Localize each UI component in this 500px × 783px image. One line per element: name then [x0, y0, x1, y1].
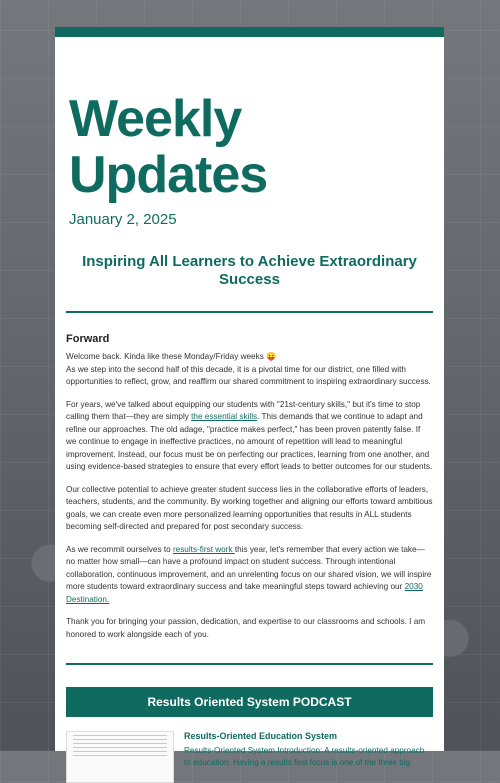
forward-paragraph-2: [66, 399, 433, 474]
thumbnail-text-line: [73, 747, 167, 748]
essential-skills-link[interactable]: the essential skills: [191, 412, 258, 421]
forward-paragraph-4: [66, 544, 433, 607]
newsletter-card: [55, 27, 444, 767]
podcast-title[interactable]: Results-Oriented Education System: [184, 731, 338, 741]
podcast-thumbnail[interactable]: [66, 731, 174, 783]
thumbnail-text-line: [73, 739, 167, 740]
thumbnail-text-line: [73, 743, 167, 744]
paragraph-text: As we recommit ourselves to: [66, 544, 173, 554]
issue-date: January 2, 2025: [69, 211, 177, 228]
podcast-button[interactable]: Results Oriented System PODCAST: [66, 687, 433, 717]
forward-section: [55, 333, 444, 641]
divider: [66, 663, 433, 665]
forward-paragraph-5: Thank you for bringing your passion, dedication, and expertise to our classrooms and schools. I am honored to work alongside each of you.: [66, 617, 426, 639]
thumbnail-text-line: [73, 751, 167, 752]
tagline: Inspiring All Learners to Achieve Extraordinary Success: [82, 253, 417, 288]
divider: [66, 311, 433, 313]
podcast-text: [184, 731, 433, 783]
paragraph-text: this year, let's remember that every action we take—no matter how small—can have a profound impact on student success. Through intentional collaboration, continuous improvement, and an unrelenting focus on our shared vision, we will inspire more students toward extraordinary success and take meaningful steps toward achieving our: [66, 544, 432, 591]
paragraph-text: For years, we've talked about equipping our students with "21st-century skills," but it's time to stop calling them that—they are simply: [66, 399, 421, 421]
intro-text: As we step into the second half of this decade, it is a pivotal time for our district, one filled with opportunities to reflect, grow, and reaffirm our shared commitment to inspiring extraordinary success.: [66, 364, 431, 386]
forward-paragraph-3: Our collective potential to achieve greater student success lies in the collaborative efforts of leaders, teachers, students, and the community. By working together and aligning our efforts toward ambitious goals, we can create even more personalized learning opportunities that results in ALL students becoming self-directed and prepared for post secondary success.: [66, 484, 433, 531]
podcast-item[interactable]: [55, 717, 444, 783]
thumbnail-text-line: [73, 755, 167, 756]
podcast-description: Results-Oriented System Introduction: A results-oriented approach to education. Having a results first focus is one of the three big: [184, 746, 425, 767]
section-heading: Forward: [66, 333, 110, 345]
page-title: Weekly Updates: [69, 90, 268, 204]
greeting-text: Welcome back. Kinda like these Monday/Friday weeks 😛: [66, 352, 277, 361]
forward-paragraph-1: [66, 351, 433, 389]
top-accent-bar: [55, 27, 444, 37]
paragraph-text: . This demands that we continue to adapt and refine our approaches. The old adage, "practice makes perfect," has been proven patently false. If we continue to engage in ineffective practices, no amount of repetition will lead to meaningful improvement. Instead, our focus must be on perfecting our practices, learning from one another, and using evidence-based strategies to ensure that every effort leads to better outcomes for our students.: [66, 412, 433, 471]
thumbnail-text-line: [73, 735, 167, 736]
destination-2030-link[interactable]: 2030 Destination.: [66, 582, 423, 604]
results-first-work-link[interactable]: results-first work: [172, 544, 235, 554]
